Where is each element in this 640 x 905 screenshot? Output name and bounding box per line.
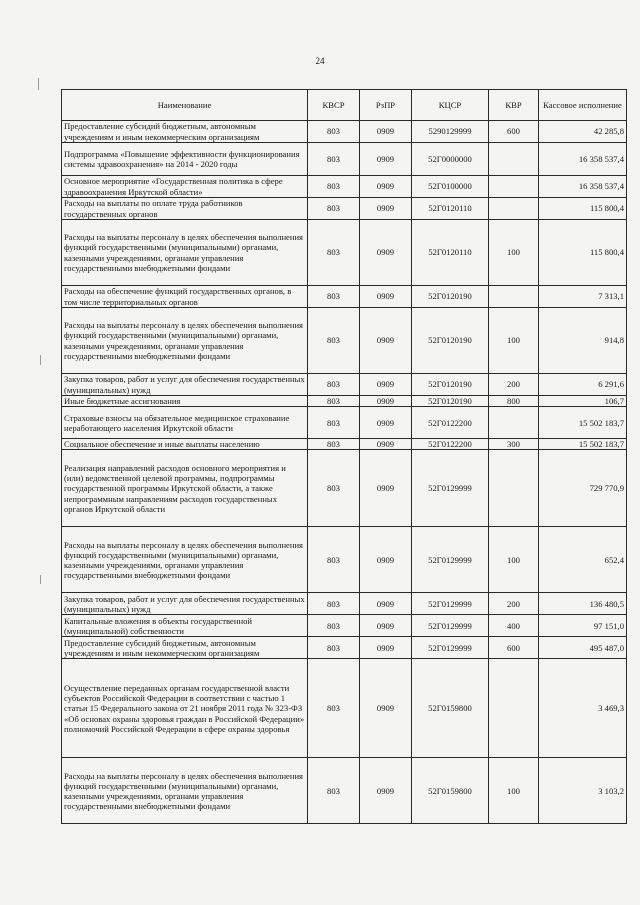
row-kcsr: 52Г0129999: [412, 637, 489, 659]
row-kvsr: 803: [308, 593, 360, 615]
row-rzpr: 0909: [360, 121, 412, 143]
row-kcsr: 52Г0000000: [412, 143, 489, 176]
row-rzpr: 0909: [360, 527, 412, 593]
row-kvr: 100: [489, 527, 539, 593]
row-amount: 914,8: [539, 308, 627, 374]
row-name: Закупка товаров, работ и услуг для обеспечения государственных (муниципальных) нужд: [62, 374, 308, 396]
row-amount: 136 480,5: [539, 593, 627, 615]
table-row: [62, 439, 627, 450]
row-rzpr: 0909: [360, 637, 412, 659]
row-kvr: [489, 286, 539, 308]
row-rzpr: 0909: [360, 615, 412, 637]
row-amount: 729 770,9: [539, 450, 627, 527]
row-rzpr: 0909: [360, 176, 412, 198]
budget-execution-table: [61, 89, 627, 824]
row-amount: 3 469,3: [539, 659, 627, 758]
table-row: [62, 407, 627, 439]
margin-mark: [40, 355, 41, 365]
row-amount: 42 285,8: [539, 121, 627, 143]
row-kvsr: 803: [308, 615, 360, 637]
row-kvsr: 803: [308, 308, 360, 374]
row-amount: 15 502 183,7: [539, 439, 627, 450]
row-name: Предоставление субсидий бюджетным, автономным учреждениям и иным некоммерческим организациям: [62, 637, 308, 659]
row-kcsr: 52Г0120190: [412, 374, 489, 396]
row-kvr: 300: [489, 439, 539, 450]
row-rzpr: 0909: [360, 396, 412, 407]
row-name: Реализация направлений расходов основного мероприятия и (или) ведомственной целевой программы, подпрограммы государственной программы Иркутской области, а также непрограммным направлениям расходов государственных органов Иркутской области: [62, 450, 308, 527]
page-number: 24: [315, 56, 325, 66]
row-kvr: 200: [489, 593, 539, 615]
table-row: [62, 637, 627, 659]
row-name: Страховые взносы на обязательное медицинское страхование неработающего населения Иркутской области: [62, 407, 308, 439]
table-row: [62, 308, 627, 374]
row-name: Расходы на выплаты по оплате труда работников государственных органов: [62, 198, 308, 220]
row-kvr: 800: [489, 396, 539, 407]
row-name: Предоставление субсидий бюджетным, автономным учреждениям и иным некоммерческим организациям: [62, 121, 308, 143]
row-name: Подпрограмма «Повышение эффективности функционирования системы здравоохранения» на 2014 - 2020 годы: [62, 143, 308, 176]
row-kvr: 100: [489, 308, 539, 374]
table-row: [62, 450, 627, 527]
row-rzpr: 0909: [360, 593, 412, 615]
row-name: Расходы на обеспечение функций государственных органов, в том числе территориальных органов: [62, 286, 308, 308]
row-kvr: [489, 407, 539, 439]
row-kcsr: 52Г0129999: [412, 527, 489, 593]
row-kvr: 100: [489, 758, 539, 824]
row-kvsr: 803: [308, 176, 360, 198]
table-row: [62, 198, 627, 220]
header-kcsr: КЦСР: [412, 90, 489, 121]
row-kcsr: 52Г0129999: [412, 593, 489, 615]
row-kvsr: 803: [308, 198, 360, 220]
row-rzpr: 0909: [360, 143, 412, 176]
header-rzpr: РзПР: [360, 90, 412, 121]
row-kvr: 100: [489, 220, 539, 286]
row-kvsr: 803: [308, 286, 360, 308]
row-kvsr: 803: [308, 143, 360, 176]
table-row: [62, 659, 627, 758]
table-row: [62, 527, 627, 593]
row-amount: 97 151,0: [539, 615, 627, 637]
header-kvsr: КВСР: [308, 90, 360, 121]
row-name: Расходы на выплаты персоналу в целях обеспечения выполнения функций государственными (муниципальными) органами, казенными учреждениями, органами управления государственными внебюджетными фондами: [62, 220, 308, 286]
row-kcsr: 52Г0120110: [412, 220, 489, 286]
table-row: [62, 220, 627, 286]
header-kvr: КВР: [489, 90, 539, 121]
row-name: Социальное обеспечение и иные выплаты населению: [62, 439, 308, 450]
row-name: Расходы на выплаты персоналу в целях обеспечения выполнения функций государственными (муниципальными) органами, казенными учреждениями, органами управления государственными внебюджетными фондами: [62, 758, 308, 824]
row-kcsr: 5290129999: [412, 121, 489, 143]
row-amount: 7 313,1: [539, 286, 627, 308]
row-rzpr: 0909: [360, 308, 412, 374]
row-kvsr: 803: [308, 527, 360, 593]
row-kvr: [489, 198, 539, 220]
margin-mark: [38, 78, 39, 90]
row-rzpr: 0909: [360, 220, 412, 286]
table-row: [62, 374, 627, 396]
row-amount: 16 358 537,4: [539, 176, 627, 198]
row-kcsr: 52Г0122200: [412, 407, 489, 439]
row-kcsr: 52Г0100000: [412, 176, 489, 198]
row-name: Расходы на выплаты персоналу в целях обеспечения выполнения функций государственными (муниципальными) органами, казенными учреждениями, органами управления государственными внебюджетными фондами: [62, 308, 308, 374]
row-kcsr: 52Г0120110: [412, 198, 489, 220]
row-rzpr: 0909: [360, 450, 412, 527]
table-row: [62, 396, 627, 407]
row-amount: 3 103,2: [539, 758, 627, 824]
row-kvsr: 803: [308, 450, 360, 527]
row-name: Основное мероприятие «Государственная политика в сфере здравоохранения Иркутской области»: [62, 176, 308, 198]
row-kvr: 400: [489, 615, 539, 637]
row-rzpr: 0909: [360, 407, 412, 439]
row-name: Закупка товаров, работ и услуг для обеспечения государственных (муниципальных) нужд: [62, 593, 308, 615]
row-rzpr: 0909: [360, 758, 412, 824]
row-kvsr: 803: [308, 758, 360, 824]
table-row: [62, 615, 627, 637]
row-name: Иные бюджетные ассигнования: [62, 396, 308, 407]
row-kcsr: 52Г0159800: [412, 659, 489, 758]
row-rzpr: 0909: [360, 286, 412, 308]
row-rzpr: 0909: [360, 374, 412, 396]
row-kcsr: 52Г0159800: [412, 758, 489, 824]
table-row: [62, 121, 627, 143]
row-kvsr: 803: [308, 407, 360, 439]
header-name: Наименование: [62, 90, 308, 121]
row-kvsr: 803: [308, 396, 360, 407]
table-row: [62, 143, 627, 176]
row-amount: 652,4: [539, 527, 627, 593]
row-kcsr: 52Г0120190: [412, 308, 489, 374]
row-kvr: [489, 143, 539, 176]
row-amount: 6 291,6: [539, 374, 627, 396]
row-rzpr: 0909: [360, 659, 412, 758]
row-kvsr: 803: [308, 637, 360, 659]
row-kvr: 600: [489, 121, 539, 143]
row-amount: 106,7: [539, 396, 627, 407]
row-amount: 115 800,4: [539, 220, 627, 286]
row-kvsr: 803: [308, 220, 360, 286]
row-amount: 495 487,0: [539, 637, 627, 659]
row-amount: 15 502 183,7: [539, 407, 627, 439]
row-kvr: 200: [489, 374, 539, 396]
row-name: Капитальные вложения в объекты государственной (муниципальной) собственности: [62, 615, 308, 637]
row-kvsr: 803: [308, 374, 360, 396]
table-row: [62, 593, 627, 615]
row-rzpr: 0909: [360, 198, 412, 220]
row-kvsr: 803: [308, 121, 360, 143]
margin-mark: [40, 575, 41, 584]
row-kvr: [489, 450, 539, 527]
row-name: Расходы на выплаты персоналу в целях обеспечения выполнения функций государственными (муниципальными) органами, казенными учреждениями, органами управления государственными внебюджетными фондами: [62, 527, 308, 593]
table-row: [62, 758, 627, 824]
table-row: [62, 176, 627, 198]
table-row: [62, 286, 627, 308]
table-header-row: [62, 90, 627, 121]
row-kvr: [489, 176, 539, 198]
row-amount: 115 800,4: [539, 198, 627, 220]
row-kvr: 600: [489, 637, 539, 659]
row-name: Осуществление переданных органам государственной власти субъектов Российской Федерации в соответствии с частью 1 статьи 15 Федерального закона от 21 ноября 2011 года № 323-ФЗ «Об основах охраны здоровья граждан в Российской Федерации» полномочий Российской Федерации в сфере охраны здоровья: [62, 659, 308, 758]
row-rzpr: 0909: [360, 439, 412, 450]
row-kcsr: 52Г0122200: [412, 439, 489, 450]
row-kcsr: 52Г0129999: [412, 450, 489, 527]
row-amount: 16 358 537,4: [539, 143, 627, 176]
row-kcsr: 52Г0120190: [412, 396, 489, 407]
row-kvsr: 803: [308, 659, 360, 758]
row-kvr: [489, 659, 539, 758]
row-kcsr: 52Г0129999: [412, 615, 489, 637]
header-amount: Кассовое исполнение: [539, 90, 627, 121]
row-kcsr: 52Г0120190: [412, 286, 489, 308]
row-kvsr: 803: [308, 439, 360, 450]
